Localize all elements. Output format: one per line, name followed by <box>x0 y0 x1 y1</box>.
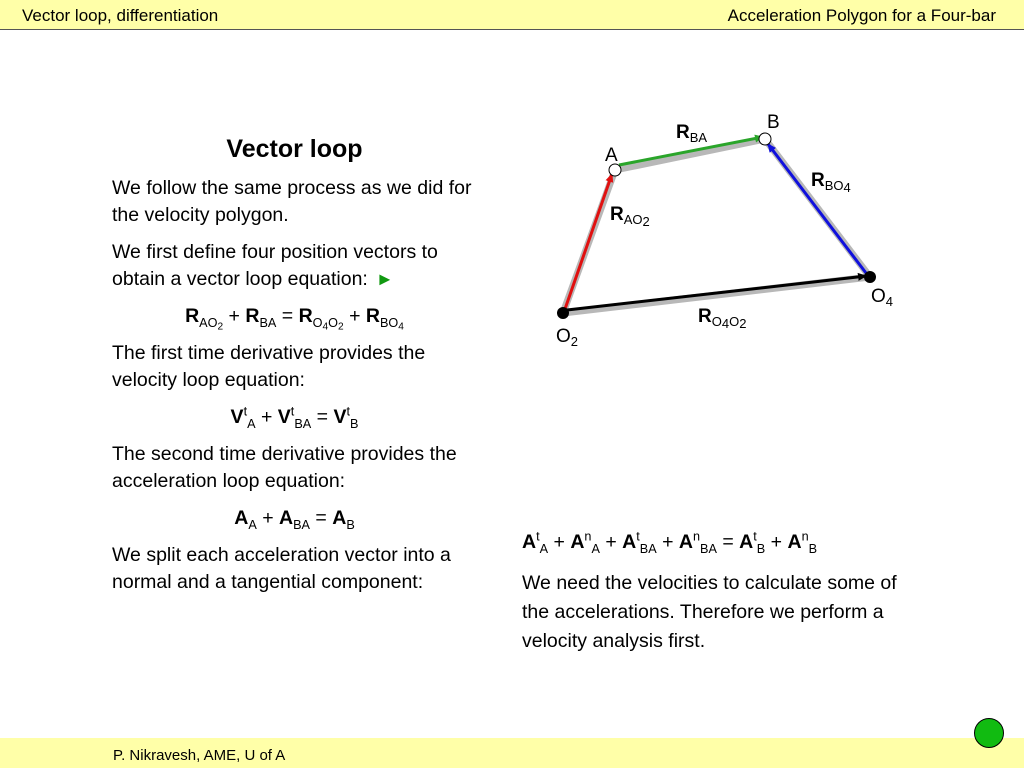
eq4-sup-t2: t <box>636 529 640 544</box>
eq2-sub-B: B <box>350 416 359 431</box>
eq2-sub-BA: BA <box>294 416 312 431</box>
eq4-plus4: + <box>770 531 783 553</box>
label-R-BO4-R: R <box>811 170 825 191</box>
label-R-O4O2-R: R <box>698 306 712 327</box>
eq1-sub-BA: BA <box>259 315 277 330</box>
label-R-BA-sub: BA <box>689 130 708 145</box>
eq3-A2: A <box>279 507 294 529</box>
paragraph-velocity-first: We need the velocities to calculate some of the accelerations. Therefore we perform a velocity analysis first. <box>522 572 897 652</box>
slide-footer <box>0 738 1024 768</box>
eq4-plus2: + <box>605 531 617 553</box>
eq2-V2: V <box>277 406 291 428</box>
header-right-title: Acceleration Polygon for a Four-bar <box>727 6 996 25</box>
eq1-sub-O1: O <box>312 315 323 330</box>
label-R-BO4-sub: BO <box>824 178 844 193</box>
eq4-sup-t1: t <box>536 529 540 544</box>
eq4-sub-BA1: BA <box>639 541 657 556</box>
label-O4-sub: 4 <box>885 294 894 309</box>
eq4-A4: A <box>678 531 693 553</box>
eq1-sub-4: 4 <box>322 321 329 333</box>
eq4-equals: = <box>722 531 734 553</box>
eq3-plus: + <box>262 507 274 529</box>
eq4-A6: A <box>787 531 802 553</box>
eq4-sup-t3: t <box>753 529 757 544</box>
eq3-A1: A <box>234 507 249 529</box>
eq1-sub-2: 2 <box>217 321 224 333</box>
eq1-sub-O2: O <box>328 315 339 330</box>
eq4-A1: A <box>522 531 537 553</box>
eq4-sup-n3: n <box>801 529 809 544</box>
eq1-R3: R <box>298 305 313 327</box>
eq3-sub-BA: BA <box>293 517 310 532</box>
eq4-A2: A <box>570 531 585 553</box>
eq3-A3: A <box>332 507 347 529</box>
label-R-BA <box>676 122 707 145</box>
vector-R-BO4 <box>768 144 866 273</box>
section-title: Vector loop <box>226 135 363 163</box>
label-R-AO2-sub: AO <box>623 212 643 227</box>
vector-R-AO2 <box>565 174 612 309</box>
eq4-sup-n1: n <box>584 529 592 544</box>
label-O2-O: O <box>556 326 571 347</box>
label-R-AO2-sub2: 2 <box>642 214 650 229</box>
eq1-R1: R <box>185 305 200 327</box>
footer-credit: P. Nikravesh, AME, U of A <box>113 747 286 764</box>
label-point-O2 <box>556 326 578 349</box>
ground-pivot-O4 <box>864 271 876 283</box>
eq2-sub-A: A <box>247 416 256 431</box>
eq3-sub-B: B <box>346 517 355 532</box>
eq2-sup-t3: t <box>346 404 350 419</box>
label-R-O4O2-O2: O <box>729 314 740 329</box>
label-R-O4O2-O1: O <box>711 314 722 329</box>
eq1-R2: R <box>245 305 260 327</box>
eq1-plus2: + <box>349 305 361 327</box>
eq2-sup-t1: t <box>243 404 248 419</box>
joint-B <box>759 133 771 145</box>
green-circle-button[interactable] <box>974 718 1004 748</box>
eq2-equals: = <box>316 406 329 428</box>
eq2-V3: V <box>333 406 347 428</box>
ground-pivot-O2 <box>557 307 569 319</box>
paragraph-split-components: We split each acceleration vector into a normal and a tangential component: <box>112 544 451 593</box>
eq1-R4: R <box>365 305 380 327</box>
eq2-sup-t2: t <box>290 404 295 419</box>
eq1-plus1: + <box>228 305 240 327</box>
label-point-O4 <box>871 286 893 309</box>
next-arrow-icon[interactable]: ► <box>375 269 394 289</box>
label-O4-O: O <box>871 286 886 307</box>
paragraph-second-derivative: The second time derivative provides the acceleration loop equation: <box>112 443 457 492</box>
label-R-AO2-R: R <box>610 204 624 225</box>
eq4-plus3: + <box>662 531 674 553</box>
eq4-A3: A <box>622 531 637 553</box>
paragraph-first-derivative: The first time derivative provides the velocity loop equation: <box>112 342 426 391</box>
eq4-sup-n2: n <box>692 529 701 544</box>
eq4-plus1: + <box>553 531 565 553</box>
eq4-sub-BA2: BA <box>700 541 717 556</box>
paragraph-intro: We follow the same process as we did for the velocity polygon. <box>112 177 472 226</box>
label-point-A: A <box>605 145 618 166</box>
eq1-equals: = <box>281 305 294 327</box>
eq4-sub-B1: B <box>756 541 766 556</box>
paragraph-position-vectors-text: We first define four position vectors to obtain a vector loop equation: <box>112 241 438 290</box>
label-R-O4O2-4: 4 <box>721 316 730 331</box>
label-R-O4O2 <box>698 306 746 331</box>
eq4-A5: A <box>739 531 754 553</box>
eq4-sub-A2: A <box>591 541 600 556</box>
eq4-sub-A1: A <box>539 541 549 556</box>
label-R-BO4-sub4: 4 <box>843 180 851 195</box>
eq1-sub-AO: AO <box>199 315 218 330</box>
label-O2-sub: 2 <box>570 334 579 349</box>
eq3-sub-A: A <box>248 517 257 532</box>
eq3-equals: = <box>315 507 327 529</box>
eq2-V1: V <box>230 406 244 428</box>
link-shadow-ground <box>563 277 870 313</box>
label-R-BA-R: R <box>676 122 690 143</box>
header-left-title: Vector loop, differentiation <box>22 6 219 25</box>
label-R-AO2 <box>610 204 650 229</box>
eq2-plus: + <box>260 406 273 428</box>
eq1-sub-2b: 2 <box>338 321 344 333</box>
eq1-sub-BO: BO <box>379 315 399 330</box>
vector-R-O4O2 <box>567 276 866 310</box>
eq4-sub-B2: B <box>808 541 818 556</box>
eq1-sub-4b: 4 <box>398 321 404 333</box>
label-point-B: B <box>767 112 780 133</box>
label-R-O4O2-2: 2 <box>739 316 747 331</box>
label-R-BO4 <box>811 170 851 195</box>
